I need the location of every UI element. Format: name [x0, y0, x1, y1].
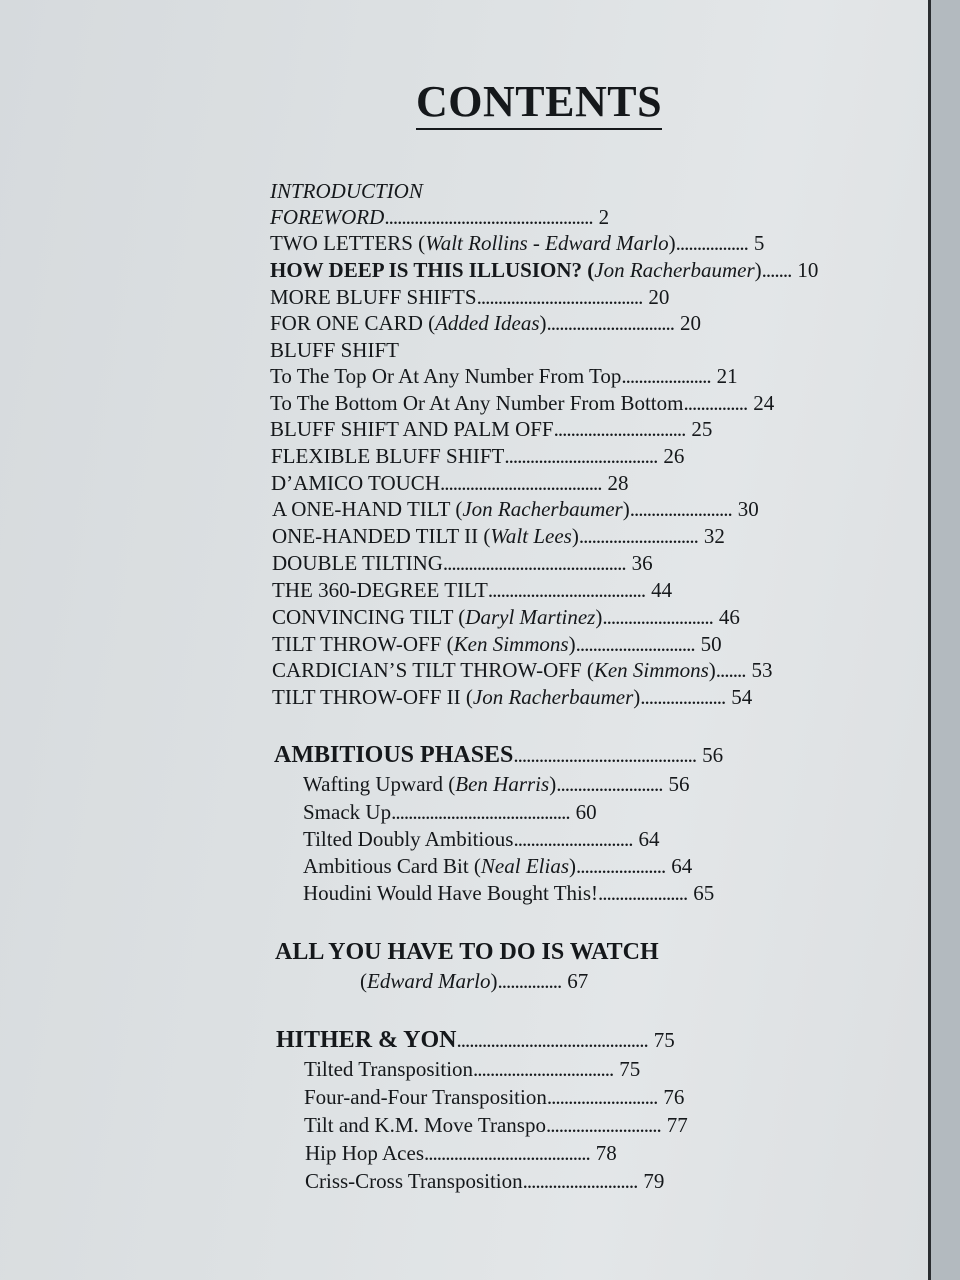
toc-entry-to-the-top: To The Top Or At Any Number From Top..................... 21: [270, 364, 738, 388]
toc-entry-edward-marlo: (Edward Marlo)............... 67: [360, 969, 589, 993]
toc-entry-flexible-bluff-shift: FLEXIBLE BLUFF SHIFT.................................... 26: [271, 444, 685, 468]
toc-section-all-you-have-to-do: ALL YOU HAVE TO DO IS WATCH: [275, 939, 659, 965]
toc-entry-tilted-transposition: Tilted Transposition................................. 75: [304, 1057, 641, 1081]
toc-entry-double-tilting: DOUBLE TILTING........................................... 36: [272, 551, 653, 575]
toc-entry-introduction: INTRODUCTION: [270, 179, 423, 203]
toc-entry-cardicians-tilt: CARDICIAN’S TILT THROW-OFF (Ken Simmons)....... 53: [272, 658, 773, 682]
toc-entry-tilt-throw-off-ii: TILT THROW-OFF II (Jon Racherbaumer).................... 54: [272, 685, 753, 709]
toc-entry-bluff-shift: BLUFF SHIFT: [270, 338, 399, 362]
toc-entry-bluff-shift-palm-off: BLUFF SHIFT AND PALM OFF............................... 25: [270, 417, 713, 441]
toc-entry-tilted-doubly-ambitious: Tilted Doubly Ambitious............................ 64: [303, 827, 660, 851]
toc-entry-hip-hop-aces: Hip Hop Aces....................................... 78: [305, 1141, 617, 1165]
toc-section-ambitious-phases: AMBITIOUS PHASES........................................... 56: [274, 742, 724, 768]
toc-entry-smack-up: Smack Up.......................................... 60: [303, 800, 597, 824]
toc-entry-tilt-throw-off: TILT THROW-OFF (Ken Simmons)............................ 50: [272, 632, 722, 656]
toc-entry-more-bluff-shifts: MORE BLUFF SHIFTS....................................... 20: [270, 285, 670, 309]
toc-entry-one-handed-tilt-ii: ONE-HANDED TILT II (Walt Lees)............................ 32: [272, 524, 725, 548]
toc-entry-foreword: FOREWORD................................................. 2: [270, 205, 610, 229]
toc-entry-one-hand-tilt: A ONE-HAND TILT (Jon Racherbaumer)........................ 30: [272, 497, 759, 521]
toc-entry-for-one-card: FOR ONE CARD (Added Ideas).............................. 20: [270, 311, 701, 335]
toc-entry-how-deep: HOW DEEP IS THIS ILLUSION? (Jon Racherbaumer)....... 10: [270, 258, 819, 282]
toc-entry-wafting-upward: Wafting Upward (Ben Harris)......................... 56: [303, 772, 690, 796]
toc-entry-two-letters: TWO LETTERS (Walt Rollins - Edward Marlo)................. 5: [270, 231, 765, 255]
toc-entry-ambitious-card-bit: Ambitious Card Bit (Neal Elias)..................... 64: [303, 854, 693, 878]
page-title: CONTENTS: [416, 78, 662, 130]
toc-entry-houdini: Houdini Would Have Bought This!..................... 65: [303, 881, 715, 905]
toc-entry-convincing-tilt: CONVINCING TILT (Daryl Martinez).......................... 46: [272, 605, 740, 629]
toc-entry-to-the-bottom: To The Bottom Or At Any Number From Bottom............... 24: [270, 391, 775, 415]
toc-entry-360-degree-tilt: THE 360-DEGREE TILT..................................... 44: [272, 578, 673, 602]
background-surface: [931, 0, 960, 1280]
toc-entry-tilt-km-move: Tilt and K.M. Move Transpo........................... 77: [304, 1113, 688, 1137]
toc-entry-criss-cross: Criss-Cross Transposition........................... 79: [305, 1169, 665, 1193]
toc-entry-four-and-four: Four-and-Four Transposition.......................... 76: [304, 1085, 685, 1109]
toc-entry-damico-touch: D’AMICO TOUCH...................................... 28: [271, 471, 629, 495]
toc-section-hither-yon: HITHER & YON............................................. 75: [276, 1027, 675, 1053]
